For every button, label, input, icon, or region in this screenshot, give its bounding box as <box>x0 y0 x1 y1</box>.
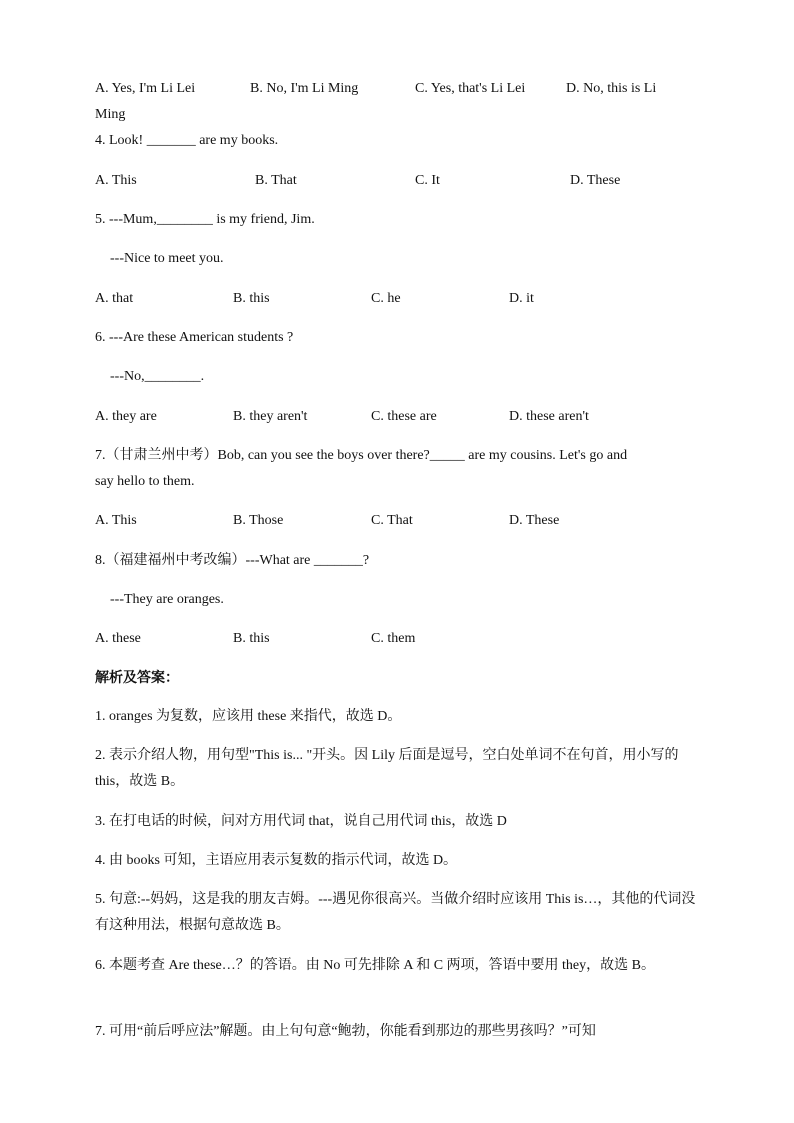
q4-option-c: C. It <box>415 173 440 188</box>
q6-option-c: C. these are <box>371 409 437 424</box>
q8-option-b: B. this <box>233 631 270 646</box>
q4-stem: 4. Look! _______ are my books. <box>95 133 279 148</box>
q7-stem-line2: say hello to them. <box>95 474 195 489</box>
q5-option-b: B. this <box>233 291 270 306</box>
answer-6: 6. 本题考查 Are these…？的答语。由 No 可先排除 A 和 C 两项，答语中要用 they，故选 B。 <box>95 958 655 973</box>
q6-stem: 6. ---Are these American students ? <box>95 330 294 345</box>
q3-option-d: D. No, this is Li <box>566 81 657 96</box>
q5-stem: 5. ---Mum,________ is my friend, Jim. <box>95 212 315 227</box>
q3-option-c: C. Yes, that's Li Lei <box>415 81 526 96</box>
answer-4: 4. 由 books 可知，主语应用表示复数的指示代词，故选 D。 <box>95 853 458 868</box>
q5-option-c: C. he <box>371 291 401 306</box>
answers-heading: 解析及答案： <box>95 671 179 686</box>
q6-option-d: D. these aren't <box>509 409 589 424</box>
q7-option-b: B. Those <box>233 513 284 528</box>
q5-option-a: A. that <box>95 291 134 306</box>
q3-option-a: A. Yes, I'm Li Lei <box>95 81 196 96</box>
q4-option-b: B. That <box>255 173 297 188</box>
q4-option-d: D. These <box>570 173 621 188</box>
q8-stem: 8.（福建福州中考改编）---What are _______? <box>95 553 370 568</box>
answer-5: 5. 句意:--妈妈，这是我的朋友吉姆。---遇见你很高兴。当做介绍时应该用 This is…，其他的代词没有这种用法，根据句意故选 B。 <box>95 892 696 933</box>
q7-option-d: D. These <box>509 513 560 528</box>
q8-option-c: C. them <box>371 631 416 646</box>
q6-reply: ---No,________. <box>110 369 205 384</box>
answer-7: 7. 可用“前后呼应法”解题。由上句句意“鲍勃，你能看到那边的那些男孩吗？”可知 <box>95 1024 596 1039</box>
answer-1: 1. oranges 为复数，应该用 these 来指代，故选 D。 <box>95 709 402 724</box>
q6-option-a: A. they are <box>95 409 157 424</box>
q7-option-a: A. This <box>95 513 137 528</box>
q7-option-c: C. That <box>371 513 413 528</box>
answer-3: 3. 在打电话的时候，问对方用代词 that，说自己用代词 this，故选 D <box>95 814 507 829</box>
q4-option-a: A. This <box>95 173 137 188</box>
q5-option-d: D. it <box>509 291 534 306</box>
q3-option-d-wrap: Ming <box>95 107 126 122</box>
q6-option-b: B. they aren't <box>233 409 308 424</box>
q5-reply: ---Nice to meet you. <box>110 251 224 266</box>
q3-option-b: B. No, I'm Li Ming <box>250 81 359 96</box>
q8-reply: ---They are oranges. <box>110 592 224 607</box>
q8-option-a: A. these <box>95 631 141 646</box>
answer-2: 2. 表示介绍人物，用句型"This is... "开头。因 Lily 后面是逗号，空白处单词不在句首，用小写的 this，故选 B。 <box>95 748 679 789</box>
q7-stem-line1: 7.（甘肃兰州中考）Bob, can you see the boys over there?_____ are my cousins. Let's go and <box>95 448 628 463</box>
